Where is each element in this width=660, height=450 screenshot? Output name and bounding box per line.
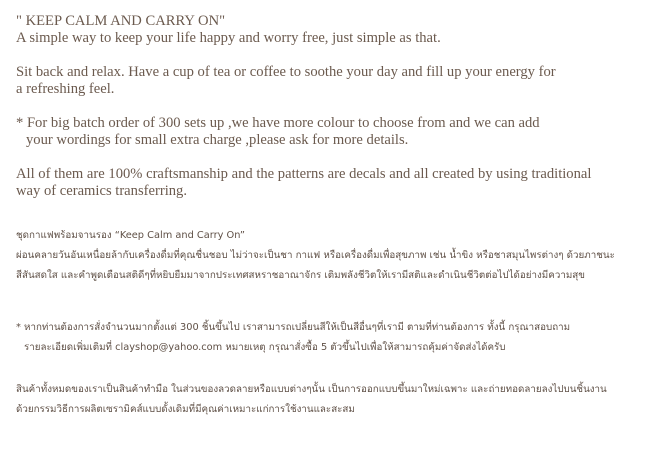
bulk-order-line-1: * For big batch order of 300 sets up ,we have more colour to choose from and we can add [16, 115, 540, 131]
relax-paragraph [16, 64, 660, 98]
thai-intro-line-2: ผ่อนคลายวันอันเหนื่อยล้ากับเครื่องดื่มที่คุณชื่นชอบ ไม่ว่าจะเป็นชา กาแฟ หรือเครื่องดื่มเพื่อสุขภาพ เช่น น้ำขิง หรือชาสมุนไพรต่างๆ ด้วยภาชนะ [16, 250, 615, 261]
thai-note-line-2: รายละเอียดเพิ่มเติมที่ clayshop@yahoo.com หมายเหตุ กรุณาสั่งซื้อ 5 ตัวขึ้นไปเพื่อให้สามารถคุ้มค่าจัดส่งได้ครับ [24, 342, 506, 353]
product-description [16, 13, 660, 415]
slogan-block [16, 13, 660, 47]
thai-intro-paragraph [16, 226, 660, 286]
thai-craft-line-1: สินค้าทั้งหมดของเราเป็นสินค้าทำมือ ในส่วนของลวดลายหรือแบบต่างๆนั้น เป็นการออกแบบขึ้นมาใหม่เฉพาะ และถ่ายทอดลายลงไปบนชิ้นงาน [16, 384, 607, 395]
relax-line-1: Sit back and relax. Have a cup of tea or coffee to soothe your day and fill up your energy for [16, 64, 556, 80]
craftsmanship-line-2: way of ceramics transferring. [16, 183, 187, 199]
thai-craftsmanship-paragraph [16, 380, 660, 420]
thai-note-line-1: * หากท่านต้องการสั่งจำนวนมากตั้งแต่ 300 ชิ้นขึ้นไป เราสามารถเปลี่ยนสีให้เป็นสีอื่นๆที่เรามี ตามที่ท่านต้องการ ทั้งนี้ กรุณาสอบถาม [16, 322, 571, 333]
craftsmanship-line-1: All of them are 100% craftsmanship and the patterns are decals and all created by using traditional [16, 166, 592, 182]
craftsmanship-paragraph [16, 166, 660, 200]
slogan-tagline: A simple way to keep your life happy and worry free, just simple as that. [16, 30, 441, 46]
slogan-title: " KEEP CALM AND CARRY ON" [16, 13, 226, 29]
thai-intro-line-1: ชุดกาแฟพร้อมจานรอง “Keep Calm and Carry On” [16, 230, 246, 241]
bulk-order-line-2: your wordings for small extra charge ,please ask for more details. [26, 132, 409, 148]
bulk-order-note [16, 115, 660, 149]
relax-line-2: a refreshing feel. [16, 81, 115, 97]
thai-bulk-order-note [16, 318, 660, 358]
thai-craft-line-2: ด้วยกรรมวิธีการผลิตเซรามิคส์แบบดั้งเดิมที่มีคุณค่าเหมาะแก่การใช้งานและสะสม [16, 404, 355, 415]
thai-intro-line-3: สีสันสดใส และคำพูดเตือนสติดีๆที่หยิบยืมมาจากประเทศสหราชอาณาจักร เติมพลังชีวิตให้เรามีสติและดำเนินชีวิตต่อไปได้อย่างมีความสุข [16, 270, 585, 281]
